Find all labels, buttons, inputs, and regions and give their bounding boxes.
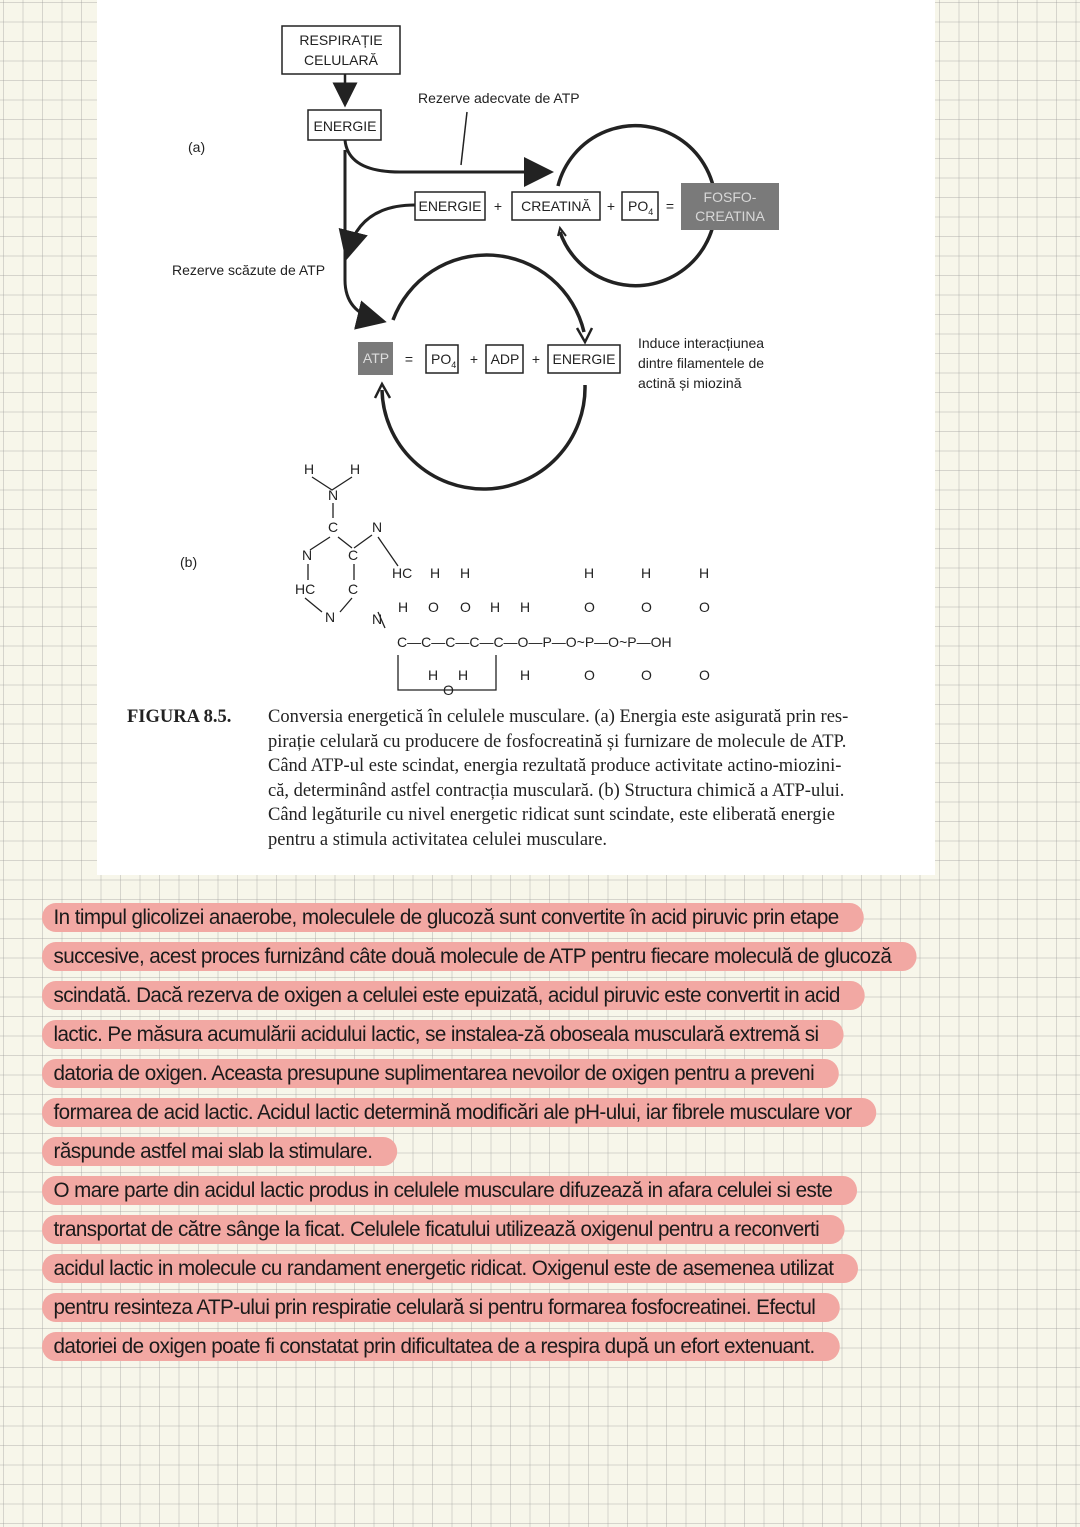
energie-label: ENERGIE — [313, 118, 377, 134]
panel-b-label: (b) — [180, 554, 198, 570]
c1-po4: $PO_4$ — [628, 198, 654, 217]
note-line: O mare parte din acidul lactic produs in celulele musculare difuzează in afara celulei si este — [42, 1176, 857, 1205]
note-line: acidul lactic in molecule cu randament energetic ridicat. Oxigenul este de asemenea utilizat — [42, 1254, 858, 1283]
svg-text:HC: HC — [392, 565, 413, 581]
induce-line3: actină și miozină — [638, 375, 742, 391]
c1-creatina: CREATINĂ — [521, 198, 591, 214]
c2-plus: + — [469, 351, 479, 367]
rezerve-scazute-label: Rezerve scăzute de ATP — [172, 262, 326, 278]
atp-cycle-arc-top — [393, 255, 584, 332]
svg-text:H: H — [520, 599, 531, 615]
svg-text:N: N — [328, 487, 339, 503]
c2-atp: ATP — [362, 350, 390, 366]
svg-text:H: H — [430, 565, 441, 581]
svg-text:O: O — [443, 682, 454, 698]
caption-line: Când ATP-ul este scindat, energia rezultată produce activitate actino-miozini- — [268, 756, 842, 776]
svg-text:H: H — [460, 565, 471, 581]
creatina-label: CREATINA — [695, 208, 765, 224]
svg-text:O: O — [699, 599, 710, 615]
c2-plus2: + — [531, 351, 541, 367]
svg-text:C: C — [328, 519, 339, 535]
svg-text:C: C — [348, 581, 359, 597]
figure-8-5 — [97, 0, 935, 875]
svg-text:H: H — [641, 565, 652, 581]
rezerve-adecvate-label: Rezerve adecvate de ATP — [418, 90, 580, 106]
svg-text:N: N — [372, 611, 383, 627]
celulara-label: CELULARĂ — [304, 52, 378, 68]
handwritten-notes — [42, 903, 1072, 1371]
svg-text:O: O — [428, 599, 439, 615]
c2-energie: ENERGIE — [552, 351, 616, 367]
svg-text:O: O — [641, 599, 652, 615]
svg-text:O: O — [460, 599, 471, 615]
note-line: In timpul glicolizei anaerobe, moleculele de glucoză sunt convertite în acid piruvic prin etape — [42, 903, 864, 932]
svg-text:H: H — [584, 565, 595, 581]
caption-line: Conversia energetică în celulele musculare. (a) Energia este asigurată prin res- — [268, 707, 849, 727]
note-line: datoria de oxigen. Aceasta presupune suplimentarea nevoilor de oxigen pentru a preveni — [42, 1059, 839, 1088]
c2-adp: ADP — [490, 351, 520, 367]
respiratie-label: RESPIRAȚIE — [299, 32, 383, 48]
fosfo-label: FOSFO- — [703, 189, 757, 205]
caption-line: pentru a stimula activitatea celulei musculare. — [268, 829, 608, 850]
svg-text:H: H — [428, 667, 439, 683]
svg-text:H: H — [304, 461, 315, 477]
atp-cycle-arc-bottom — [382, 385, 585, 489]
caption-label: FIGURA 8.5. — [127, 707, 232, 727]
note-line: lactic. Pe măsura acumulării acidului lactic, se instalea-ză oboseala musculară extremă si — [42, 1020, 843, 1049]
svg-text:H: H — [699, 565, 710, 581]
induce-line1: Induce interacțiunea — [638, 335, 765, 351]
c1-equals: = — [665, 198, 675, 214]
induce-line2: dintre filamentele de — [638, 355, 765, 371]
svg-text:O: O — [641, 667, 652, 683]
c1-energie: ENERGIE — [418, 198, 482, 214]
svg-text:H: H — [458, 667, 469, 683]
c2-equals: = — [404, 351, 414, 367]
c1-plus2: + — [606, 198, 616, 214]
note-line: răspunde astfel mai slab la stimulare. — [42, 1137, 397, 1166]
svg-text:N: N — [302, 547, 313, 563]
svg-text:H: H — [490, 599, 501, 615]
c2-po4: $PO_4$ — [431, 351, 457, 370]
note-line: formarea de acid lactic. Acidul lactic determină modificări ale pH-ului, iar fibrele musculare vor — [42, 1098, 877, 1127]
panel-a-label: (a) — [188, 139, 206, 155]
caption-line: pirație celulară cu producere de fosfocreatină și furnizare de molecule de ATP. — [268, 731, 847, 752]
note-line: pentru resinteza ATP-ului prin respiratie celulară si pentru formarea fosfocreatinei. Efectul — [42, 1293, 840, 1322]
svg-text:HC: HC — [295, 581, 316, 597]
note-line: transportat de către sânge la ficat. Celulele ficatului utilizează oxigenul pentru a reconverti — [42, 1215, 844, 1244]
svg-text:H: H — [350, 461, 361, 477]
note-line: succesive, acest proces furnizând câte două molecule de ATP pentru fiecare moleculă de glucoză — [42, 942, 916, 971]
svg-text:H: H — [520, 667, 531, 683]
svg-text:O: O — [584, 667, 595, 683]
svg-text:N: N — [372, 519, 383, 535]
svg-text:H: H — [398, 599, 409, 615]
svg-text:O: O — [584, 599, 595, 615]
caption-line: Când legăturile cu nivel energetic ridicat sunt scindate, este eliberată energie — [268, 805, 835, 825]
caption-line: că, determinând astfel contracția musculară. (b) Structura chimică a ATP-ului. — [268, 780, 845, 801]
c1-plus: + — [493, 198, 503, 214]
note-line: datoriei de oxigen poate fi constatat prin dificultatea de a respira după un efort extenuant. — [42, 1332, 840, 1361]
svg-text:O: O — [699, 667, 710, 683]
svg-text:C: C — [348, 547, 359, 563]
note-line: scindată. Dacă rezerva de oxigen a celulei este epuizată, acidul piruvic este convertit in acid — [42, 981, 865, 1010]
svg-text:N: N — [325, 609, 336, 625]
svg-text:C—C—C—C—C—O—P—O~P—O~P—OH: C—C—C—C—C—O—P—O~P—O~P—OH — [397, 634, 672, 650]
energy-diagram — [97, 0, 935, 700]
atp-structure — [295, 461, 710, 698]
